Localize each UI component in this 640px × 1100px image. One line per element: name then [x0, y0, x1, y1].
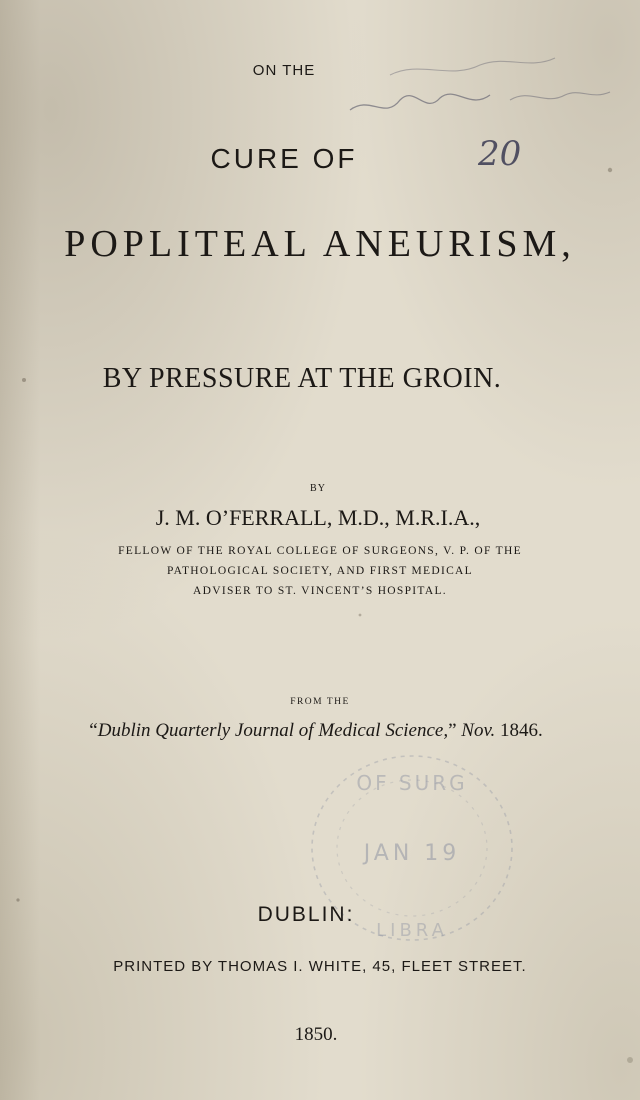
source-prefix: FROM THE [290, 697, 350, 707]
author-credentials [0, 541, 640, 601]
source-citation [0, 720, 636, 742]
svg-text:OF SURG: OF SURG [356, 771, 468, 795]
svg-text:20: 20 [478, 134, 522, 174]
imprint-year: 1850. [294, 1024, 338, 1045]
source-year: 1846. [499, 720, 543, 741]
svg-text:JAN 19: JAN 19 [363, 841, 461, 866]
imprint-city: DUBLIN: [257, 903, 355, 926]
credentials-line: FELLOW OF THE ROYAL COLLEGE OF SURGEONS, V. P. OF THE [118, 545, 522, 557]
source-month: Nov. [461, 720, 496, 741]
svg-text:LIBRA: LIBRA [376, 920, 448, 941]
title-lead: CURE OF [210, 143, 358, 174]
close-quote: ” [448, 720, 457, 741]
byline-by: BY [310, 483, 326, 494]
credentials-line: PATHOLOGICAL SOCIETY, AND FIRST MEDICAL [167, 565, 473, 577]
credentials-line: ADVISER TO ST. VINCENT’S HOSPITAL. [193, 585, 447, 597]
author-name: J. M. O’FERRALL, M.D., M.R.I.A., [155, 505, 481, 530]
imprint-printer: PRINTED BY THOMAS I. WHITE, 45, FLEET STREET. [113, 958, 527, 975]
title-prefix: ON THE [252, 62, 316, 79]
main-title: POPLITEAL ANEURISM, [64, 223, 576, 265]
subtitle: BY PRESSURE AT THE GROIN. [102, 363, 502, 394]
journal-name: Dublin Quarterly Journal of Medical Science, [97, 720, 449, 741]
open-quote: “ [89, 720, 98, 741]
